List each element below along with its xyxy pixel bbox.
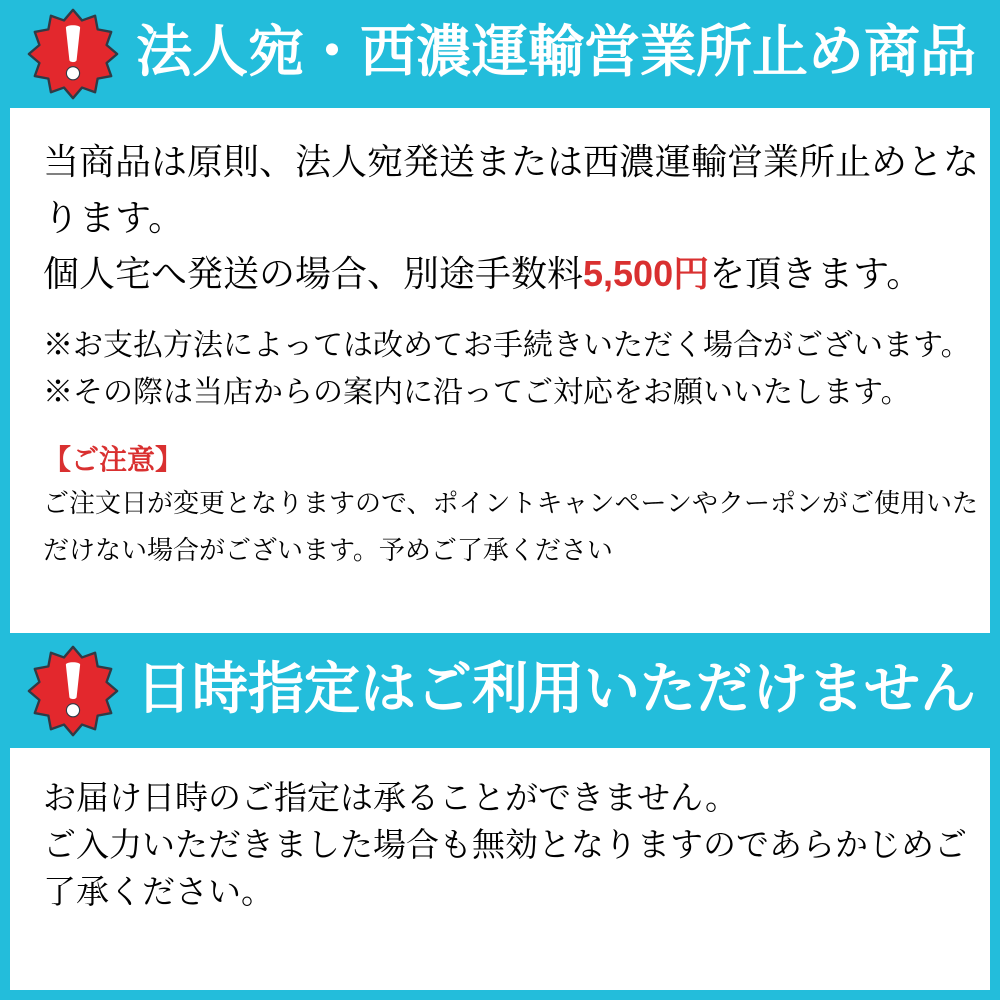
paragraph-line: ります。	[43, 197, 185, 238]
header-2-title: 日時指定はご利用いただけません	[136, 656, 976, 720]
fee-line	[43, 246, 984, 302]
fee-line-suffix: を頂きます。	[709, 253, 923, 294]
paragraph-line: 了承ください。	[43, 873, 274, 910]
paragraph-line: お届け日時のご指定は承ることができません。	[43, 779, 738, 816]
alert-exclamation-burst-icon	[26, 644, 120, 738]
caution-label: 【ご注意】	[43, 444, 184, 475]
paragraph-line: 当商品は原則、法人宛発送または西濃運輸営業所止めとな	[43, 141, 980, 182]
delivery-date-panel	[10, 748, 990, 990]
header-band-2	[0, 633, 1000, 748]
note-line: ※その際は当店からの案内に沿ってご対応をお願いいたします。	[43, 376, 911, 409]
header-1-title: 法人宛・西濃運輸営業所止め商品	[136, 20, 976, 83]
delivery-date-paragraph	[43, 774, 984, 915]
caution-body	[43, 480, 984, 574]
fee-line-prefix: 個人宅へ発送の場合、別途手数料	[43, 253, 584, 294]
alert-exclamation-burst-icon	[26, 7, 120, 101]
caution-line: だけない場合がございます。予めご了承ください	[43, 535, 613, 565]
caution-block	[43, 440, 984, 574]
shipping-rules-panel	[10, 108, 990, 633]
fee-amount: 5,500円	[583, 253, 710, 294]
exclamation-dot	[66, 67, 79, 80]
caution-line: ご注文日が変更となりますので、ポイントキャンペーンやクーポンがご使用いた	[43, 488, 978, 518]
shipping-rule-paragraph	[43, 134, 984, 302]
paragraph-line: ご入力いただきました場合も無効となりますのであらかじめご	[43, 826, 967, 863]
header-band-1	[0, 0, 1000, 108]
payment-notes	[43, 322, 984, 416]
note-line: ※お支払方法によっては改めてお手続きいただく場合がございます。	[43, 329, 971, 362]
exclamation-dot	[66, 703, 79, 716]
